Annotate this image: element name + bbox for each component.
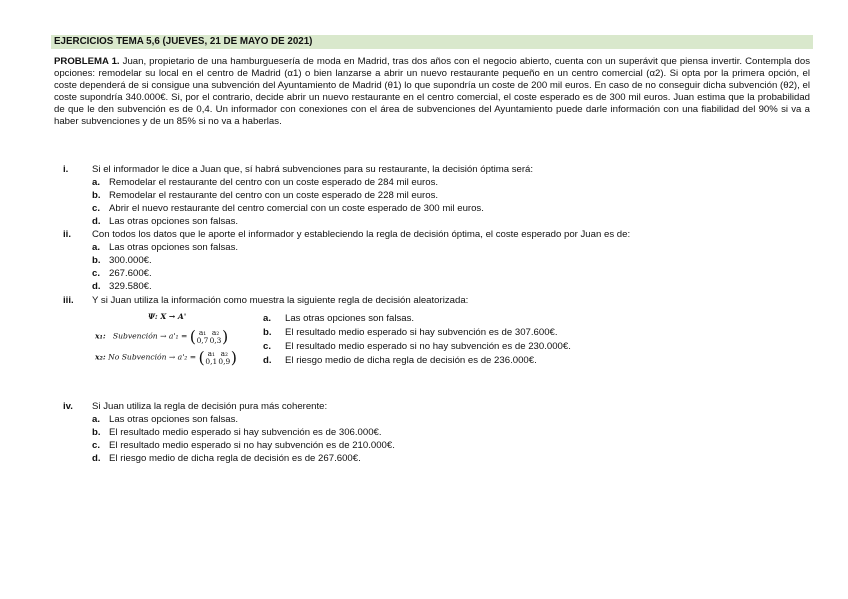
- question-number: ii.: [63, 229, 71, 240]
- matrix-a1: a₁ a₂ 0,70,3: [196, 327, 222, 345]
- decision-rule-x2: x₂: No Subvención → a'₂ = ( a₁ a₂ 0,10,9): [95, 348, 238, 367]
- question-number: iii.: [63, 295, 74, 306]
- question-number: i.: [63, 164, 69, 175]
- question-text: Si el informador le dice a Juan que, sí habrá subvenciones para su restaurante, la decisión óptima será:: [92, 164, 534, 175]
- option-iv-b: b. El resultado medio esperado si hay subvención es de 306.000€.: [92, 427, 382, 438]
- question-text: Con todos los datos que le aporte el informador y estableciendo la regla de decisión óptima, el coste esperado por Juan es de:: [92, 229, 631, 240]
- decision-rule-x1: x₁: Subvención → a'₁ = ( a₁ a₂ 0,70,3): [95, 327, 229, 346]
- option-i-b: b. Remodelar el restaurante del centro con un coste esperado de 228 mil euros.: [92, 190, 439, 201]
- option-i-a: a. Remodelar el restaurante del centro con un coste esperado de 284 mil euros.: [92, 177, 439, 188]
- option-i-d: d. Las otras opciones son falsas.: [92, 216, 239, 227]
- option-iv-d: d. El riesgo medio de dicha regla de decisión es de 267.600€.: [92, 453, 361, 464]
- option-ii-a: a. Las otras opciones son falsas.: [92, 242, 239, 253]
- option-iii-c: c. El resultado medio esperado si no hay subvención es de 230.000€.: [263, 341, 571, 352]
- option-i-c: c. Abrir el nuevo restaurante del centro comercial con un coste esperado de 300 mil euros.: [92, 203, 484, 214]
- option-iii-d: d. El riesgo medio de dicha regla de decisión es de 236.000€.: [263, 355, 537, 366]
- option-ii-d: d. 329.580€.: [92, 281, 152, 292]
- option-iii-b: b. El resultado medio esperado si hay subvención es de 307.600€.: [263, 327, 558, 338]
- option-ii-b: b. 300.000€.: [92, 255, 152, 266]
- option-iv-c: c. El resultado medio esperado si no hay subvención es de 210.000€.: [92, 440, 395, 451]
- decision-rule-psi: Ψ: X → A': [148, 312, 187, 321]
- option-ii-c: c. 267.600€.: [92, 268, 152, 279]
- document-title: EJERCICIOS TEMA 5,6 (JUEVES, 21 DE MAYO DE 2021): [54, 36, 313, 47]
- problem-label: PROBLEMA 1.: [54, 56, 120, 67]
- question-text: Y si Juan utiliza la información como muestra la siguiente regla de decisión aleatorizada:: [92, 295, 469, 306]
- option-iii-a: a. Las otras opciones son falsas.: [263, 313, 415, 324]
- question-number: iv.: [63, 401, 73, 412]
- matrix-a2: a₁ a₂ 0,10,9: [205, 348, 231, 366]
- problem-statement: [54, 56, 810, 128]
- problem-text: Juan, propietario de una hamburguesería de moda en Madrid, tras dos años con el negocio abierto, cuenta con un superávit que piensa invertir. Contempla dos opciones: remodelar su local en el centro de Madrid (α1) o bien lanzarse a abrir un nuevo restaurante pequeño en un centro comercial (α2). Si opta por la primera opción, el coste dependerá de si consigue una subvención del Ayuntamiento de Madrid (θ1) lo que supondría un coste de 200 mil euros. En caso de no conseguir dicha subvención (θ2), el coste supondría 340.000€. Si, por el contrario, decide abrir un nuevo restaurante en el centro comercial, el coste esperado es de 300 mil euros. Juan estima que la probabilidad de que le den subvención es de 0,4. Un informador con conexiones con el área de subvenciones del Ayuntamiento puede darle información con una fiabilidad del 90% si va a haber subvenciones y de un 85% si no va a haberlas.: [54, 56, 810, 127]
- option-iv-a: a. Las otras opciones son falsas.: [92, 414, 239, 425]
- question-text: Si Juan utiliza la regla de decisión pura más coherente:: [92, 401, 328, 412]
